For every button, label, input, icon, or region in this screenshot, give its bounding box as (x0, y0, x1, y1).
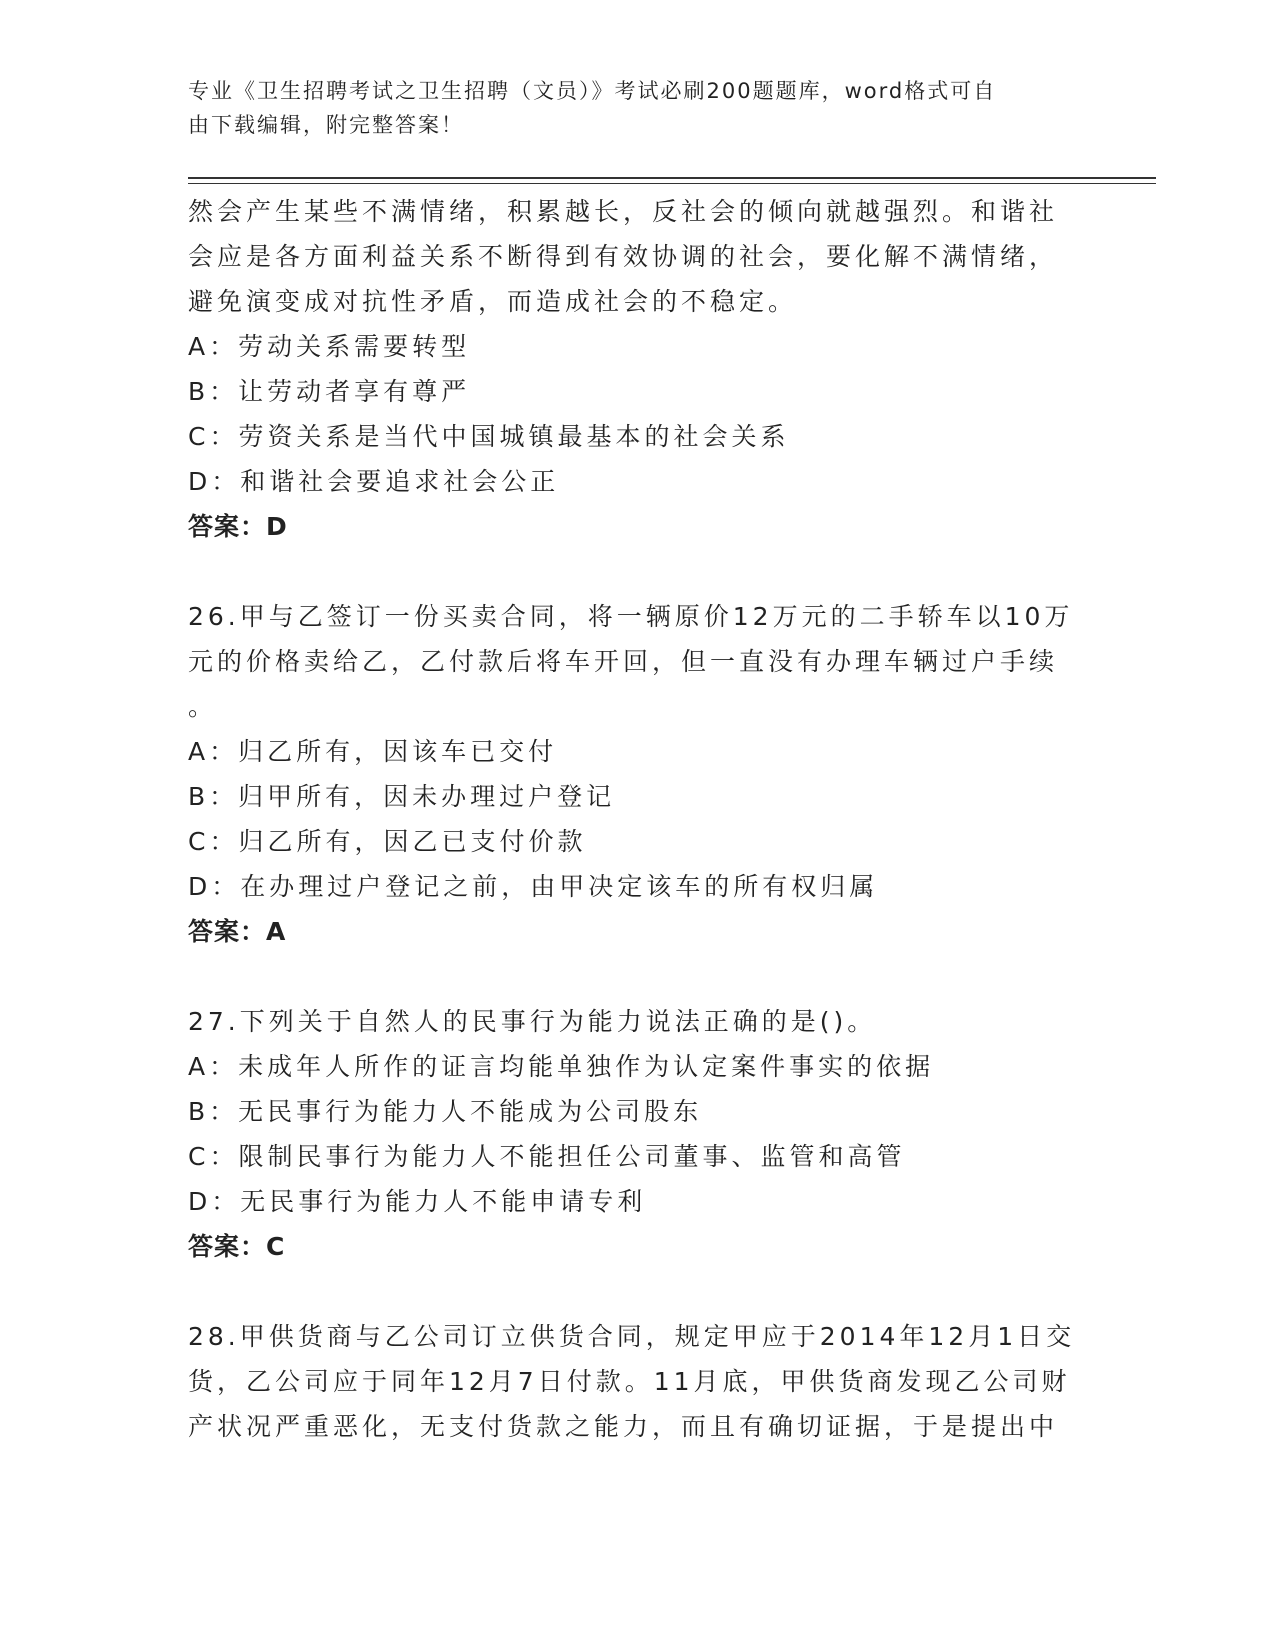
option-b: B：无民事行为能力人不能成为公司股东 (188, 1097, 703, 1126)
answer-line: 答案：A (188, 917, 287, 946)
option-c: C：劳资关系是当代中国城镇最基本的社会关系 (188, 422, 790, 451)
question-text-line: 会应是各方面利益关系不断得到有效协调的社会，要化解不满情绪， (188, 242, 1059, 271)
spacer (188, 954, 1088, 999)
question-text-line: 货，乙公司应于同年12月7日付款。11月底，甲供货商发现乙公司财 (188, 1367, 1071, 1396)
option-d: D：无民事行为能力人不能申请专利 (188, 1187, 647, 1216)
option-a: A：未成年人所作的证言均能单独作为认定案件事实的依据 (188, 1052, 935, 1081)
question-27 (188, 999, 1088, 1269)
question-text-line: 然会产生某些不满情绪，积累越长，反社会的倾向就越强烈。和谐社 (188, 197, 1059, 226)
answer-line: 答案：C (188, 1232, 286, 1261)
option-c: C：归乙所有，因乙已支付价款 (188, 827, 587, 856)
question-text-line: 元的价格卖给乙，乙付款后将车开回，但一直没有办理车辆过户手续 (188, 647, 1059, 676)
spacer (188, 1269, 1088, 1314)
option-a: A：归乙所有，因该车已交付 (188, 737, 558, 766)
document-body (188, 189, 1088, 1449)
question-text-line: 27.下列关于自然人的民事行为能力说法正确的是()。 (188, 1007, 877, 1036)
question-text-line: 避免演变成对抗性矛盾，而造成社会的不稳定。 (188, 287, 798, 316)
option-d: D：和谐社会要追求社会公正 (188, 467, 560, 496)
question-text-line: 26.甲与乙签订一份买卖合同，将一辆原价12万元的二手轿车以10万 (188, 602, 1074, 631)
option-a: A：劳动关系需要转型 (188, 332, 471, 361)
question-text-line: 产状况严重恶化，无支付货款之能力，而且有确切证据，于是提出中 (188, 1412, 1059, 1441)
question-28 (188, 1314, 1088, 1449)
option-c: C：限制民事行为能力人不能担任公司董事、监管和高管 (188, 1142, 906, 1171)
question-25 (188, 189, 1088, 549)
header-divider-thin (188, 183, 1156, 184)
option-b: B：归甲所有，因未办理过户登记 (188, 782, 616, 811)
question-26 (188, 594, 1088, 954)
option-d: D：在办理过户登记之前，由甲决定该车的所有权归属 (188, 872, 879, 901)
answer-line: 答案：D (188, 512, 288, 541)
header-title-line-1: 专业《卫生招聘考试之卫生招聘（文员）》考试必刷200题题库，word格式可自 (188, 79, 997, 103)
question-text-line: 28.甲供货商与乙公司订立供货合同，规定甲应于2014年12月1日交 (188, 1322, 1076, 1351)
option-b: B：让劳动者享有尊严 (188, 377, 471, 406)
spacer (188, 549, 1088, 594)
document-header (188, 74, 1088, 142)
header-title-line-2: 由下载编辑，附完整答案！ (188, 113, 464, 137)
question-text-line: 。 (188, 692, 218, 721)
header-divider-thick (188, 177, 1156, 179)
